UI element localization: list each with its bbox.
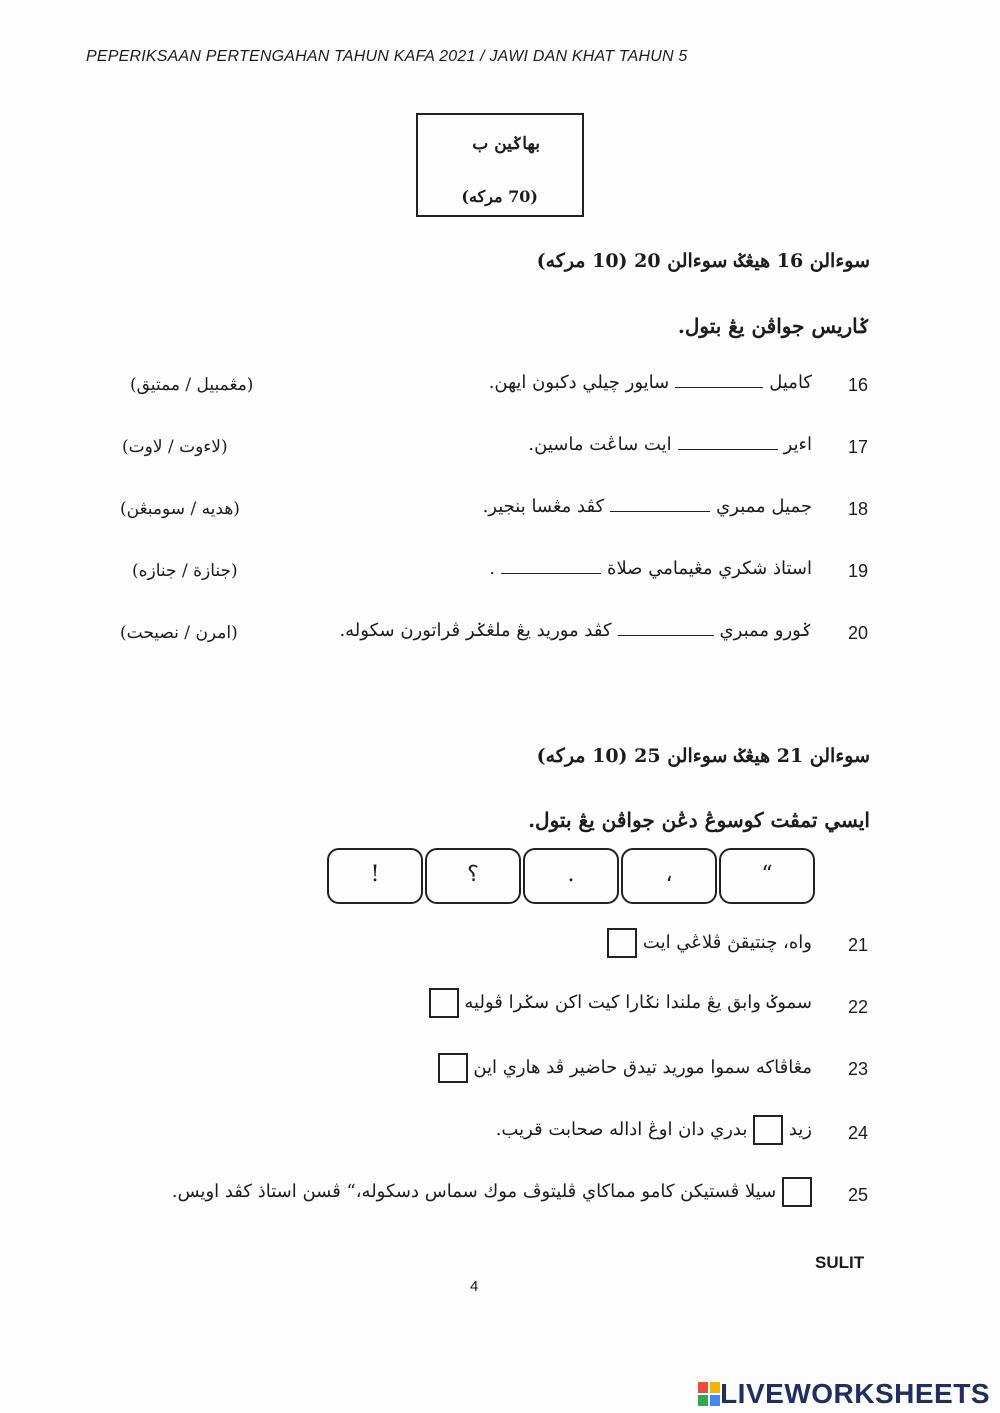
question-text-after: . (489, 558, 496, 579)
brand-name: LIVEWORKSHEETS (720, 1378, 990, 1409)
question-21-text (607, 928, 812, 958)
part1-instruction: ݢاريس جواڤن يڠ بتول. (677, 314, 870, 338)
exam-header: PEPERIKSAAN PERTENGAHAN TAHUN KAFA 2021 / JAWI DAN KHAT TAHUN 5 (86, 48, 688, 65)
question-17-text (528, 434, 812, 455)
question-16-text (489, 372, 812, 393)
part2-instruction: ايسي تمڤت كوسوڠ دڠن جواڤن يڠ بتول. (528, 808, 870, 832)
answer-box[interactable] (429, 988, 459, 1018)
punctuation-box-exclamation[interactable]: ! (327, 848, 423, 904)
answer-box[interactable] (782, 1177, 812, 1207)
question-text-after: كڤد موريد يڠ ملڠݢر ڤراتورن سكوله. (339, 620, 612, 641)
question-text-before: اءير (783, 434, 812, 455)
section-marks: (70 مركه) (461, 187, 538, 206)
question-text-after: سايور چيلي دكبون ايهن. (488, 372, 670, 393)
question-number: 20 (848, 623, 869, 643)
question-text-after: كڤد مڠسا بنجير. (482, 496, 605, 517)
punctuation-box-period[interactable]: . (523, 848, 619, 904)
question-23-text (438, 1053, 812, 1083)
question-22-text (429, 988, 812, 1018)
section-name: بهاݢين ب (472, 134, 540, 154)
answer-box[interactable] (753, 1115, 783, 1145)
question-text: سيلا ڤستيكن كامو مماكاي ڤليتوڤ موك سماس دسكوله،“ ڤسن استاذ كڤد اويس. (171, 1181, 777, 1202)
answer-box[interactable] (438, 1053, 468, 1083)
question-18-text (483, 496, 812, 517)
question-number: 25 (848, 1185, 869, 1205)
question-number: 19 (848, 561, 869, 581)
question-text: مڠاڤاكه سموا موريد تيدق حاضير ڤد هاري اين (473, 1057, 812, 1078)
punctuation-box-comma[interactable]: ، (621, 848, 717, 904)
question-text-before: ݢورو ممبري (719, 620, 812, 641)
punctuation-box-question-mark[interactable]: ؟ (425, 848, 521, 904)
question-number: 21 (848, 935, 869, 955)
question-text-after: بدري دان اوڠ اداله صحابت قريب. (495, 1119, 748, 1140)
question-text: واه، چنتيقڽ ڤلاڠي ايت (642, 932, 812, 953)
answer-choices: (مڠمبيل / ممتيق) (130, 375, 254, 395)
answer-choices: (لاءوت / لاوت) (122, 437, 228, 457)
liveworksheets-logo-icon (698, 1382, 720, 1406)
answer-blank[interactable] (501, 571, 601, 574)
question-19-text (489, 558, 812, 579)
question-text-before: جميل ممبري (716, 496, 812, 517)
answer-blank[interactable] (610, 509, 710, 512)
punctuation-box-quote[interactable]: “ (719, 848, 815, 904)
answer-choices: (امرن / نصيحت) (120, 623, 238, 643)
question-number: 23 (848, 1059, 869, 1079)
sulit-label: SULIT (815, 1253, 865, 1272)
question-number: 18 (848, 499, 869, 519)
question-text: سموݢ وابق يڠ ملندا نݢارا كيت اكن سݢرا ڤوليه (464, 992, 812, 1013)
part2-range: سوءالن 21 هيڠݢ سوءالن 25 (10 مركه) (536, 745, 870, 767)
question-number: 16 (848, 375, 869, 395)
answer-choices: (جنازة / جنازه) (132, 561, 238, 581)
question-24-text (496, 1115, 812, 1145)
page-number: 4 (470, 1278, 479, 1295)
question-number: 17 (848, 437, 869, 457)
question-text-before: كاميل (769, 372, 812, 393)
question-number: 24 (848, 1123, 869, 1143)
answer-blank[interactable] (618, 633, 714, 636)
question-text-after: ايت ساڠت ماسين. (528, 434, 672, 455)
question-text-before: زيد (788, 1119, 812, 1140)
question-number: 22 (848, 997, 869, 1017)
answer-blank[interactable] (675, 385, 763, 388)
answer-box[interactable] (607, 928, 637, 958)
answer-blank[interactable] (678, 447, 778, 450)
part1-range: سوءالن 16 هيڠݢ سوءالن 20 (10 مركه) (536, 250, 870, 272)
question-20-text (339, 620, 812, 641)
section-box (416, 113, 584, 217)
answer-choices: (هديه / سومبڠن) (120, 499, 240, 519)
question-text-before: استاذ شكري مڠيمامي صلاة (607, 558, 812, 579)
question-25-text (172, 1177, 812, 1207)
